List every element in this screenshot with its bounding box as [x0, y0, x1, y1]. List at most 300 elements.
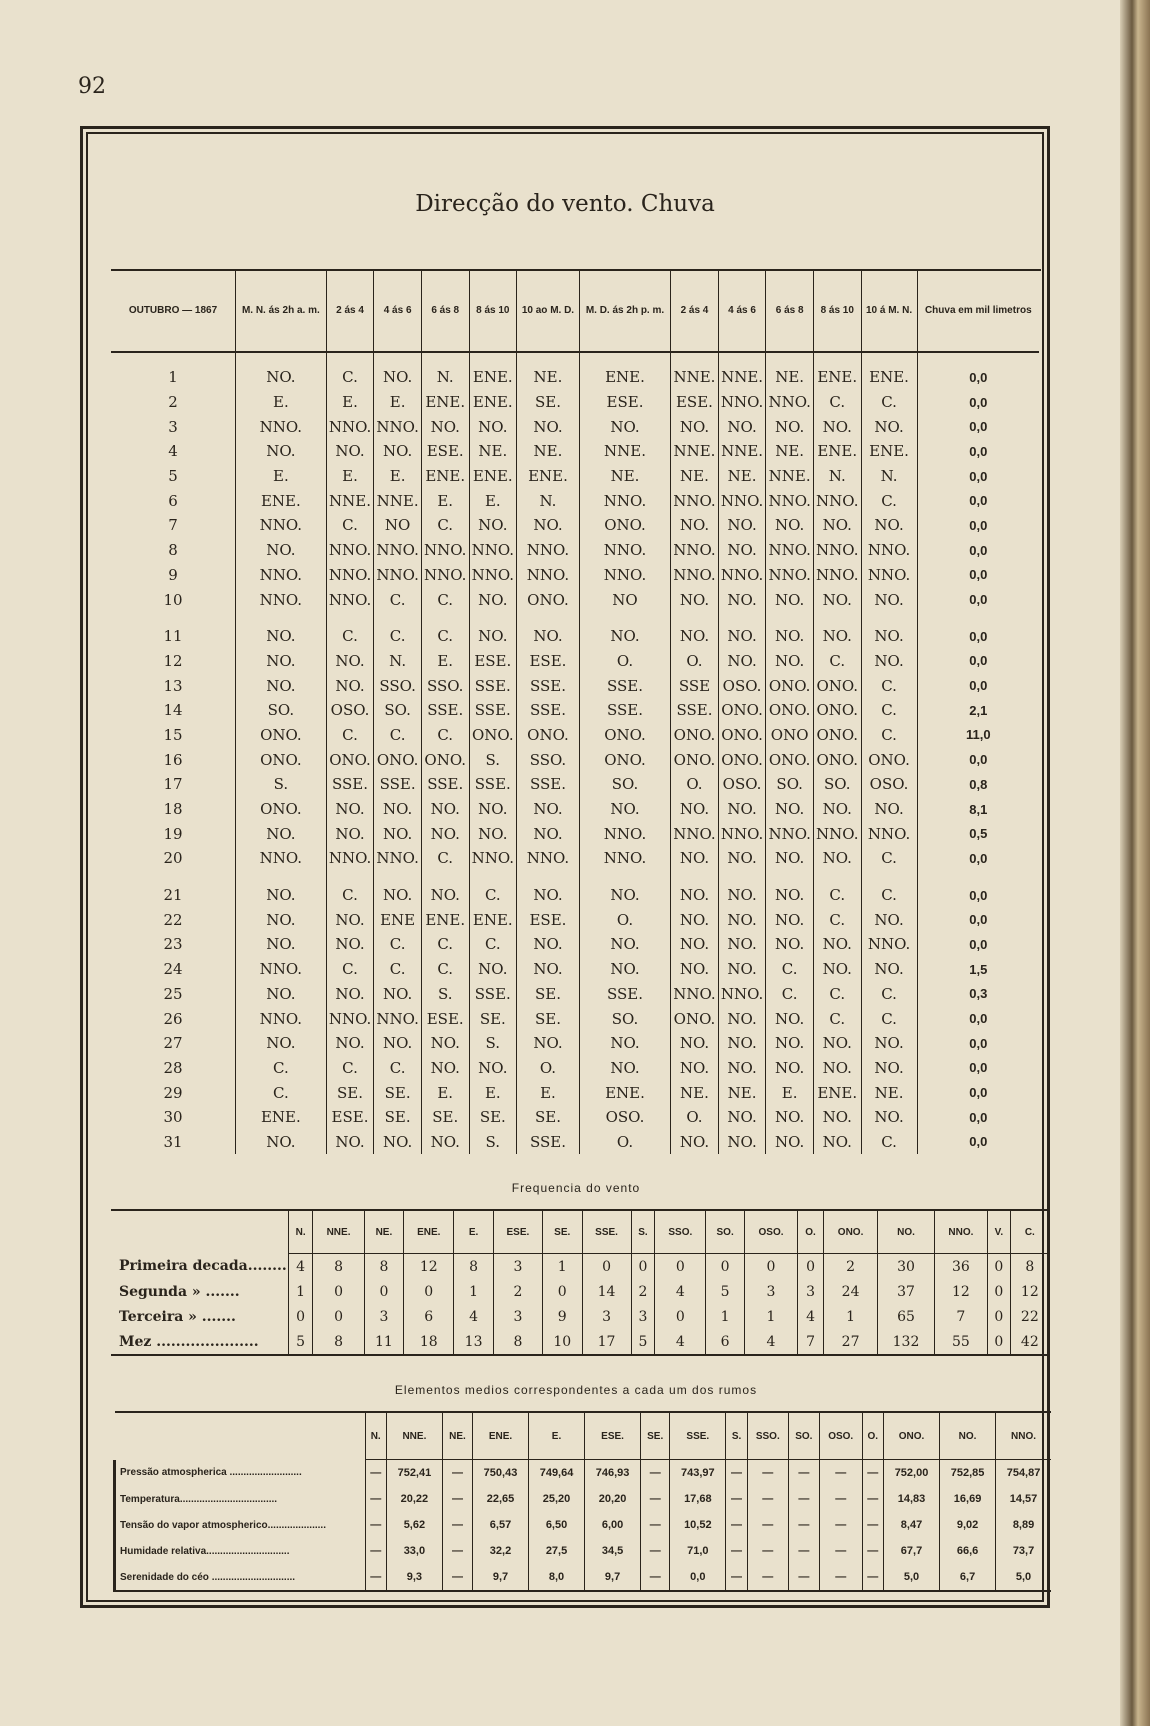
- wind-cell: NNE.: [671, 352, 719, 390]
- table-row: [111, 907, 1039, 932]
- page-number: 92: [78, 74, 106, 99]
- wind-cell: ENE.: [469, 390, 517, 415]
- wind-cell: ONO.: [421, 747, 469, 772]
- wind-cell: NNO.: [326, 414, 374, 439]
- value-cell: 66,6: [940, 1538, 996, 1564]
- direction-header: O.: [862, 1412, 883, 1460]
- count-cell: 0: [364, 1279, 404, 1304]
- value-cell: 14,57: [996, 1486, 1051, 1512]
- rain-cell: 8,1: [917, 797, 1039, 822]
- direction-header: E.: [529, 1412, 585, 1460]
- wind-cell: NNO.: [579, 563, 670, 588]
- count-cell: 0: [655, 1254, 706, 1280]
- wind-cell: NE.: [671, 1080, 719, 1105]
- value-cell: —: [788, 1538, 819, 1564]
- direction-header: SE.: [641, 1412, 670, 1460]
- wind-cell: NNO.: [671, 563, 719, 588]
- wind-cell: NO.: [671, 907, 719, 932]
- table-row: [111, 649, 1039, 674]
- wind-cell: ESE.: [421, 1006, 469, 1031]
- row-label: Mez .....................: [119, 1333, 259, 1350]
- rain-cell: 0,0: [917, 1080, 1039, 1105]
- value-cell: —: [788, 1564, 819, 1591]
- wind-cell: NE.: [579, 464, 670, 489]
- day-cell: 19: [163, 824, 183, 843]
- wind-cell: ONO.: [813, 723, 861, 748]
- wind-cell: NO.: [517, 932, 580, 957]
- value-cell: 16,69: [940, 1486, 996, 1512]
- wind-cell: SE.: [517, 1105, 580, 1130]
- wind-cell: NO.: [813, 1130, 861, 1155]
- wind-cell: NO.: [671, 797, 719, 822]
- count-cell: 4: [655, 1279, 706, 1304]
- value-cell: —: [862, 1460, 883, 1487]
- count-cell: 17: [582, 1329, 631, 1355]
- wind-cell: E.: [236, 390, 327, 415]
- wind-cell: C.: [861, 1006, 917, 1031]
- wind-cell: ESE.: [517, 649, 580, 674]
- wind-cell: NO.: [718, 649, 766, 674]
- column-header: Chuva em mil limetros: [917, 271, 1039, 352]
- rain-cell: 0,8: [917, 772, 1039, 797]
- table-row: [111, 846, 1039, 871]
- wind-cell: NNO.: [374, 1006, 422, 1031]
- count-cell: 0: [798, 1254, 824, 1280]
- count-cell: 8: [454, 1254, 494, 1280]
- wind-cell: NO.: [236, 673, 327, 698]
- wind-cell: NO.: [766, 414, 814, 439]
- wind-cell: OSO.: [718, 673, 766, 698]
- wind-cell: NO.: [861, 1031, 917, 1056]
- wind-cell: NNO.: [469, 538, 517, 563]
- row-label: Tensão do vapor atmospherico.....................: [115, 1512, 366, 1538]
- wind-cell: ONO.: [236, 797, 327, 822]
- direction-header: NO.: [878, 1210, 935, 1254]
- count-cell: 2: [823, 1254, 877, 1280]
- wind-cell: NNO.: [236, 563, 327, 588]
- value-cell: —: [641, 1460, 670, 1487]
- rain-cell: 0,0: [917, 439, 1039, 464]
- wind-cell: NNO.: [374, 414, 422, 439]
- wind-cell: C.: [813, 871, 861, 908]
- value-cell: 5,0: [884, 1564, 940, 1591]
- wind-cell: NNO.: [671, 982, 719, 1007]
- wind-cell: ENE.: [579, 352, 670, 390]
- wind-cell: ENE.: [813, 439, 861, 464]
- count-cell: 3: [493, 1254, 542, 1280]
- wind-cell: NO.: [374, 821, 422, 846]
- rain-cell: 0,0: [917, 563, 1039, 588]
- wind-cell: NO.: [718, 1130, 766, 1155]
- wind-cell: SO.: [374, 698, 422, 723]
- wind-cell: NO.: [671, 1031, 719, 1056]
- value-cell: —: [641, 1512, 670, 1538]
- wind-cell: SSE.: [517, 673, 580, 698]
- count-cell: 0: [988, 1254, 1011, 1280]
- table-row: [111, 723, 1039, 748]
- wind-cell: ESE.: [469, 649, 517, 674]
- wind-cell: C.: [421, 723, 469, 748]
- table-row: [111, 1006, 1039, 1031]
- wind-cell: NNE.: [766, 464, 814, 489]
- wind-cell: E.: [421, 1080, 469, 1105]
- column-header: 6 ás 8: [421, 271, 469, 352]
- rain-cell: 0,0: [917, 488, 1039, 513]
- day-cell: 3: [168, 417, 178, 436]
- count-cell: 10: [542, 1329, 582, 1355]
- wind-cell: SSO.: [374, 673, 422, 698]
- wind-cell: NO.: [579, 871, 670, 908]
- value-cell: —: [788, 1460, 819, 1487]
- direction-header: N.: [365, 1412, 386, 1460]
- count-cell: 14: [582, 1279, 631, 1304]
- value-cell: 752,00: [884, 1460, 940, 1487]
- value-cell: 6,00: [585, 1512, 641, 1538]
- wind-cell: NO.: [766, 1130, 814, 1155]
- wind-cell: NO.: [671, 932, 719, 957]
- table-row: [111, 1304, 1049, 1329]
- direction-header: SSO.: [747, 1412, 788, 1460]
- wind-cell: ONO.: [469, 723, 517, 748]
- column-header: 6 ás 8: [766, 271, 814, 352]
- wind-cell: ONO.: [718, 747, 766, 772]
- wind-cell: ONO.: [766, 673, 814, 698]
- count-cell: 1: [454, 1279, 494, 1304]
- value-cell: 9,3: [386, 1564, 442, 1591]
- value-cell: —: [442, 1512, 472, 1538]
- value-cell: —: [747, 1486, 788, 1512]
- wind-cell: NO.: [718, 846, 766, 871]
- value-cell: —: [442, 1564, 472, 1591]
- direction-header: ENE.: [472, 1412, 528, 1460]
- rain-cell: 0,0: [917, 1056, 1039, 1081]
- wind-cell: N.: [861, 464, 917, 489]
- wind-cell: NO.: [718, 1031, 766, 1056]
- day-cell: 11: [163, 627, 183, 646]
- wind-cell: ENE.: [421, 464, 469, 489]
- wind-cell: SE.: [517, 982, 580, 1007]
- wind-cell: C.: [326, 612, 374, 649]
- direction-header: NNO.: [996, 1412, 1051, 1460]
- wind-cell: SSO.: [517, 747, 580, 772]
- rain-cell: 0,0: [917, 538, 1039, 563]
- day-cell: 14: [163, 701, 183, 720]
- wind-cell: NO.: [374, 982, 422, 1007]
- wind-cell: OSO.: [579, 1105, 670, 1130]
- day-cell: 9: [168, 565, 178, 584]
- wind-cell: SSE.: [517, 698, 580, 723]
- wind-cell: NO.: [421, 1056, 469, 1081]
- day-cell: 1: [168, 368, 178, 387]
- direction-header: SSE.: [582, 1210, 631, 1254]
- wind-cell: NNO.: [236, 1006, 327, 1031]
- count-cell: 0: [288, 1304, 313, 1329]
- wind-cell: NO.: [236, 612, 327, 649]
- wind-cell: SO.: [579, 1006, 670, 1031]
- count-cell: 132: [878, 1329, 935, 1355]
- day-cell: 15: [163, 725, 183, 744]
- value-cell: 10,52: [670, 1512, 726, 1538]
- wind-cell: NNO.: [374, 538, 422, 563]
- wind-cell: NO.: [718, 1105, 766, 1130]
- wind-cell: NO.: [813, 1105, 861, 1130]
- count-cell: 8: [493, 1329, 542, 1355]
- table-row: [111, 439, 1039, 464]
- wind-cell: NO.: [326, 821, 374, 846]
- table-row: [111, 352, 1039, 390]
- day-cell: 16: [163, 750, 183, 769]
- wind-cell: NNO.: [469, 563, 517, 588]
- wind-cell: C.: [469, 932, 517, 957]
- direction-header: ENE.: [404, 1210, 454, 1254]
- wind-cell: C.: [861, 846, 917, 871]
- value-cell: —: [819, 1460, 862, 1487]
- wind-cell: E.: [421, 649, 469, 674]
- wind-cell: NO.: [374, 1130, 422, 1155]
- count-cell: 12: [404, 1254, 454, 1280]
- count-cell: 5: [631, 1329, 655, 1355]
- table-row: [111, 1329, 1049, 1355]
- wind-cell: ENE.: [579, 1080, 670, 1105]
- day-cell: 29: [163, 1083, 183, 1102]
- day-cell: 18: [163, 800, 183, 819]
- wind-cell: SE.: [374, 1105, 422, 1130]
- value-cell: 33,0: [386, 1538, 442, 1564]
- wind-cell: NO.: [421, 797, 469, 822]
- wind-cell: NNO.: [517, 538, 580, 563]
- wind-cell: NO.: [421, 821, 469, 846]
- direction-header: OSO.: [744, 1210, 797, 1254]
- day-cell: 31: [163, 1132, 183, 1151]
- wind-cell: ONO.: [374, 747, 422, 772]
- wind-cell: NO.: [813, 846, 861, 871]
- table-row: [111, 563, 1039, 588]
- wind-cell: NO.: [469, 957, 517, 982]
- count-cell: 6: [404, 1304, 454, 1329]
- value-cell: 750,43: [472, 1460, 528, 1487]
- wind-cell: NO.: [579, 1031, 670, 1056]
- wind-cell: NNO.: [579, 488, 670, 513]
- value-cell: —: [819, 1564, 862, 1591]
- wind-cell: NO.: [517, 821, 580, 846]
- wind-cell: NNO.: [766, 563, 814, 588]
- wind-cell: SSE.: [469, 673, 517, 698]
- count-cell: 8: [313, 1254, 364, 1280]
- wind-cell: O.: [579, 649, 670, 674]
- value-cell: —: [862, 1486, 883, 1512]
- count-cell: 1: [706, 1304, 744, 1329]
- direction-header: SSE.: [670, 1412, 726, 1460]
- direction-header: SO.: [706, 1210, 744, 1254]
- wind-cell: NO.: [579, 1056, 670, 1081]
- table-row: [111, 1254, 1049, 1280]
- wind-cell: NNO.: [374, 846, 422, 871]
- wind-cell: NO.: [236, 871, 327, 908]
- wind-cell: OSO.: [326, 698, 374, 723]
- wind-cell: NO.: [766, 649, 814, 674]
- table-row: [111, 488, 1039, 513]
- wind-cell: ONO.: [579, 747, 670, 772]
- wind-cell: ESE.: [421, 439, 469, 464]
- wind-cell: NO.: [671, 1130, 719, 1155]
- wind-cell: SO.: [813, 772, 861, 797]
- column-header: 10 ao M. D.: [517, 271, 580, 352]
- wind-cell: NNO.: [517, 563, 580, 588]
- count-cell: 1: [823, 1304, 877, 1329]
- table-row: [111, 871, 1039, 908]
- table-row: [111, 747, 1039, 772]
- wind-cell: NO.: [374, 439, 422, 464]
- count-cell: 37: [878, 1279, 935, 1304]
- row-label: Terceira » .......: [119, 1308, 236, 1325]
- wind-cell: NO.: [718, 932, 766, 957]
- value-cell: 17,68: [670, 1486, 726, 1512]
- wind-cell: NO.: [718, 871, 766, 908]
- table-row: [115, 1486, 1052, 1512]
- day-cell: 17: [163, 775, 183, 794]
- count-cell: 8: [364, 1254, 404, 1280]
- day-cell: 26: [163, 1009, 183, 1028]
- wind-cell: S.: [469, 747, 517, 772]
- wind-cell: NO.: [861, 414, 917, 439]
- value-cell: 746,93: [585, 1460, 641, 1487]
- direction-header: NE.: [364, 1210, 404, 1254]
- wind-cell: NO.: [236, 907, 327, 932]
- wind-cell: C.: [326, 352, 374, 390]
- wind-cell: NO.: [718, 414, 766, 439]
- direction-header: N.: [288, 1210, 313, 1254]
- wind-cell: NO: [374, 513, 422, 538]
- count-cell: 0: [988, 1329, 1011, 1355]
- wind-cell: SSE.: [421, 698, 469, 723]
- wind-cell: SE.: [326, 1080, 374, 1105]
- wind-cell: NO.: [718, 1006, 766, 1031]
- wind-cell: NO.: [326, 982, 374, 1007]
- rain-cell: 1,5: [917, 957, 1039, 982]
- table-row: [111, 673, 1039, 698]
- direction-header: O.: [798, 1210, 824, 1254]
- wind-cell: NNO.: [813, 488, 861, 513]
- wind-cell: NE.: [718, 1080, 766, 1105]
- wind-cell: NO.: [718, 587, 766, 612]
- wind-cell: NNO.: [579, 538, 670, 563]
- wind-cell: S.: [236, 772, 327, 797]
- count-cell: 0: [988, 1279, 1011, 1304]
- table-row: [111, 587, 1039, 612]
- day-cell: 10: [163, 590, 183, 609]
- wind-cell: NE.: [469, 439, 517, 464]
- wind-cell: SSE.: [517, 1130, 580, 1155]
- wind-cell: NO.: [469, 821, 517, 846]
- wind-cell: N.: [374, 649, 422, 674]
- wind-cell: NO.: [517, 957, 580, 982]
- wind-cell: E.: [236, 464, 327, 489]
- table-row: [115, 1460, 1052, 1487]
- rain-cell: 0,0: [917, 846, 1039, 871]
- wind-cell: C.: [374, 723, 422, 748]
- elements-caption: Elementos medios correspondentes a cada um dos rumos: [394, 1383, 758, 1397]
- wind-cell: NO.: [671, 612, 719, 649]
- wind-cell: SE.: [469, 1105, 517, 1130]
- wind-cell: SSE.: [469, 772, 517, 797]
- count-cell: 6: [706, 1329, 744, 1355]
- wind-cell: C.: [813, 1006, 861, 1031]
- direction-header: NNE.: [313, 1210, 364, 1254]
- day-cell: 25: [163, 984, 183, 1003]
- value-cell: 8,0: [529, 1564, 585, 1591]
- table-row: [111, 1279, 1049, 1304]
- value-cell: —: [819, 1486, 862, 1512]
- count-cell: 1: [744, 1304, 797, 1329]
- wind-cell: NO.: [718, 1056, 766, 1081]
- wind-cell: C.: [374, 1056, 422, 1081]
- direction-header: NNE.: [386, 1412, 442, 1460]
- wind-cell: E.: [517, 1080, 580, 1105]
- value-cell: —: [365, 1486, 386, 1512]
- wind-cell: NO.: [374, 871, 422, 908]
- wind-cell: NO.: [766, 871, 814, 908]
- value-cell: 73,7: [996, 1538, 1051, 1564]
- wind-cell: SSO.: [421, 673, 469, 698]
- count-cell: 4: [454, 1304, 494, 1329]
- count-cell: 22: [1010, 1304, 1049, 1329]
- wind-direction-table: [111, 271, 1039, 1154]
- wind-cell: NNO.: [813, 821, 861, 846]
- wind-cell: NE.: [766, 439, 814, 464]
- wind-cell: NO.: [766, 1056, 814, 1081]
- wind-cell: NNO.: [671, 488, 719, 513]
- wind-cell: SE.: [421, 1105, 469, 1130]
- wind-cell: NNO.: [326, 563, 374, 588]
- wind-cell: ONO.: [813, 698, 861, 723]
- wind-cell: NO.: [236, 649, 327, 674]
- wind-cell: ENE.: [813, 352, 861, 390]
- wind-cell: C.: [861, 723, 917, 748]
- value-cell: —: [726, 1460, 747, 1487]
- wind-cell: E.: [374, 464, 422, 489]
- wind-cell: ENE.: [469, 907, 517, 932]
- wind-cell: ESE.: [517, 907, 580, 932]
- count-cell: 0: [542, 1279, 582, 1304]
- value-cell: —: [365, 1512, 386, 1538]
- wind-cell: O.: [671, 772, 719, 797]
- wind-cell: NO.: [861, 612, 917, 649]
- wind-cell: NO.: [671, 846, 719, 871]
- wind-cell: NNO.: [766, 538, 814, 563]
- table-row: [111, 821, 1039, 846]
- value-cell: —: [862, 1564, 883, 1591]
- wind-cell: ENE.: [236, 1105, 327, 1130]
- wind-cell: NO.: [421, 1031, 469, 1056]
- wind-cell: C.: [421, 846, 469, 871]
- wind-cell: SSE.: [374, 772, 422, 797]
- count-cell: 0: [404, 1279, 454, 1304]
- column-header: 8 ás 10: [813, 271, 861, 352]
- wind-cell: NO.: [671, 587, 719, 612]
- row-label: Serenidade do céo ..............................: [115, 1564, 366, 1591]
- wind-frequency-table: [111, 1209, 1049, 1356]
- wind-cell: SSE.: [469, 698, 517, 723]
- wind-cell: ONO.: [236, 747, 327, 772]
- wind-cell: NNO.: [861, 932, 917, 957]
- rain-cell: 0,0: [917, 414, 1039, 439]
- wind-cell: NO.: [374, 1031, 422, 1056]
- count-cell: 2: [493, 1279, 542, 1304]
- value-cell: —: [641, 1486, 670, 1512]
- wind-cell: C.: [861, 982, 917, 1007]
- day-cell: 27: [163, 1034, 183, 1053]
- table-row: [111, 797, 1039, 822]
